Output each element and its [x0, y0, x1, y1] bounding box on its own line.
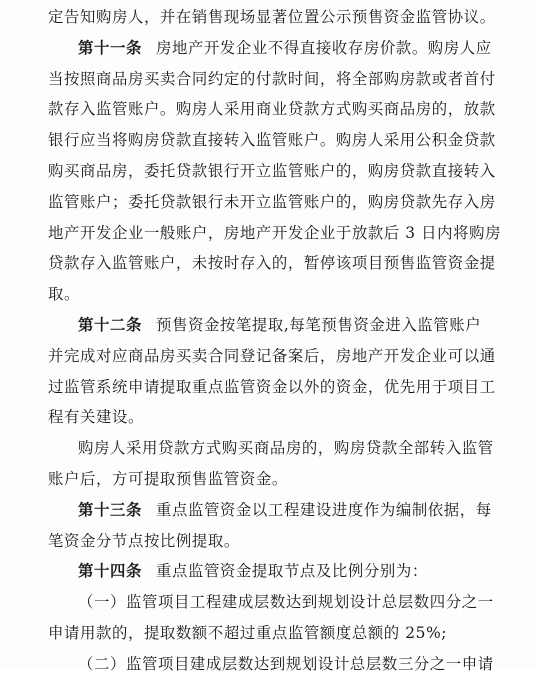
article-14-line-0: 重点监管资金提取节点及比例分别为： [155, 562, 428, 581]
article-11-line-5: 监管账户；委托贷款银行未开立监管账户的，购房贷款先存入房 [48, 192, 496, 211]
article-12-extra-line-1: 账户后，方可提取预售监管资金。 [48, 469, 288, 488]
article-14-item-2-line-0: （二）监管项目建成层数达到规划设计总层数三分之一申请 [78, 654, 494, 673]
article-11-first-line [48, 33, 508, 64]
article-12-extra-line-0: 购房人采用贷款方式购买商品房的，购房贷款全部转入监管 [78, 439, 494, 458]
article-11-line-3: 银行应当将购房贷款直接转入监管账户。购房人采用公积金贷款 [48, 131, 496, 150]
document-body [48, 2, 508, 680]
article-11-line-4: 购买商品房，委托贷款银行开立监管账户的，购房贷款直接转入 [48, 161, 496, 180]
article-12-line-0: 预售资金按笔提取,每笔预售资金进入监管账户 [155, 315, 482, 334]
article-14-title: 第十四条 [78, 562, 142, 581]
article-12-first-line [48, 310, 508, 341]
article-13-line-0: 重点监管资金以工程建设进度作为编制依据，每 [155, 500, 492, 519]
article-11-line-8: 取。 [48, 285, 80, 304]
article-11-line-0: 房地产开发企业不得直接收存房价款。购房人应 [155, 38, 492, 57]
article-11-line-2: 款存入监管账户。购房人采用商业贷款方式购买商品房的，放款 [48, 100, 496, 119]
article-11-line-6: 地产开发企业一般账户，房地产开发企业于放款后 3 日内将购房 [48, 223, 502, 242]
article-12-line-3: 程有关建设。 [48, 408, 144, 427]
intro-line: 定告知购房人，并在销售现场显著位置公示预售资金监管协议。 [48, 8, 496, 26]
article-11-line-1: 当按照商品房买卖合同约定的付款时间，将全部购房款或者首付 [48, 69, 496, 88]
article-11-title: 第十一条 [78, 38, 142, 57]
article-12-line-2: 过监管系统申请提取重点监管资金以外的资金，优先用于项目工 [48, 377, 496, 396]
article-12-line-1: 并完成对应商品房买卖合同登记备案后，房地产开发企业可以通 [48, 346, 496, 365]
article-11-line-7: 贷款存入监管账户，未按时存入的，暂停该项目预售监管资金提 [48, 254, 496, 273]
article-13-title: 第十三条 [78, 500, 142, 519]
article-14-first-line [48, 556, 508, 587]
article-13-first-line [48, 495, 508, 526]
article-13-line-1: 笔资金分节点按比例提取。 [48, 531, 240, 550]
article-14-item-1-line-0: （一）监管项目工程建成层数达到规划设计总层数四分之一 [78, 593, 494, 612]
article-12-title: 第十二条 [78, 315, 142, 334]
article-14-item-1-line-1: 申请用款的，提取数额不超过重点监管额度总额的 25%; [48, 623, 448, 642]
